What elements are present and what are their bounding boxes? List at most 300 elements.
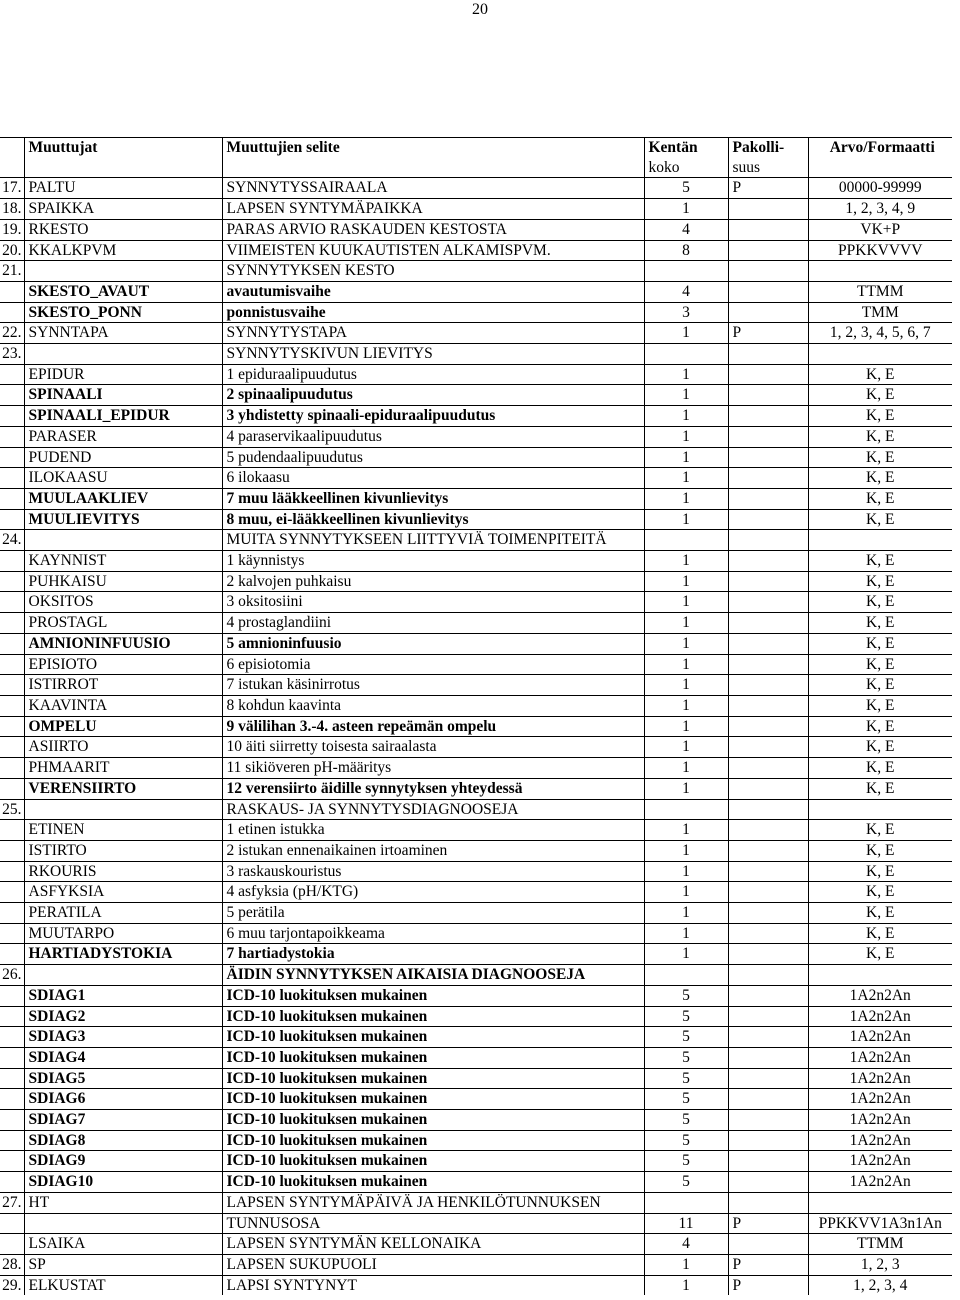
- field-size: 1: [644, 323, 728, 344]
- variable-description: ICD-10 luokituksen mukainen: [222, 1047, 644, 1068]
- variable-description: 3 yhdistetty spinaali-epiduraalipuudutus: [222, 406, 644, 427]
- table-row: [0, 219, 952, 240]
- value-format: K, E: [808, 633, 952, 654]
- row-number: [0, 1006, 24, 1027]
- field-size: 5: [644, 985, 728, 1006]
- value-format: K, E: [808, 364, 952, 385]
- value-format: 1A2n2An: [808, 1027, 952, 1048]
- mandatory-flag: [728, 985, 808, 1006]
- header-field-size-2: koko: [644, 158, 728, 178]
- variable-name: SDIAG6: [24, 1089, 222, 1110]
- field-size: 1: [644, 551, 728, 572]
- row-number: [0, 1089, 24, 1110]
- table-row: [0, 861, 952, 882]
- field-size: [644, 530, 728, 551]
- field-size: 1: [644, 716, 728, 737]
- value-format: K, E: [808, 716, 952, 737]
- variable-name: ILOKAASU: [24, 468, 222, 489]
- header-field-size-1: Kentän: [644, 138, 728, 158]
- mandatory-flag: [728, 675, 808, 696]
- mandatory-flag: [728, 1234, 808, 1255]
- mandatory-flag: [728, 1192, 808, 1213]
- field-size: 1: [644, 426, 728, 447]
- value-format: TTMM: [808, 281, 952, 302]
- variable-description: SYNNYTYSKIVUN LIEVITYS: [222, 344, 644, 365]
- variable-description: 1 epiduraalipuudutus: [222, 364, 644, 385]
- variable-description: 9 välilihan 3.-4. asteen repeämän ompelu: [222, 716, 644, 737]
- field-size: 1: [644, 820, 728, 841]
- variable-description: LAPSEN SUKUPUOLI: [222, 1254, 644, 1275]
- value-format: 1A2n2An: [808, 1130, 952, 1151]
- field-size: [644, 799, 728, 820]
- variable-name: SDIAG10: [24, 1172, 222, 1193]
- variable-name: [24, 965, 222, 986]
- row-number: [0, 654, 24, 675]
- row-number: [0, 426, 24, 447]
- row-number: [0, 385, 24, 406]
- value-format: TMM: [808, 302, 952, 323]
- value-format: [808, 965, 952, 986]
- value-format: 1, 2, 3, 4: [808, 1275, 952, 1295]
- variable-name: SDIAG8: [24, 1130, 222, 1151]
- row-number: [0, 592, 24, 613]
- table-row: [0, 551, 952, 572]
- mandatory-flag: [728, 861, 808, 882]
- variable-description: SYNNYTYSSAIRAALA: [222, 178, 644, 199]
- mandatory-flag: [728, 758, 808, 779]
- variable-description: avautumisvaihe: [222, 281, 644, 302]
- value-format: K, E: [808, 592, 952, 613]
- value-format: K, E: [808, 903, 952, 924]
- variable-description: ICD-10 luokituksen mukainen: [222, 1130, 644, 1151]
- row-number: 18.: [0, 199, 24, 220]
- variable-name: EPISIOTO: [24, 654, 222, 675]
- value-format: K, E: [808, 944, 952, 965]
- table-row: [0, 1213, 952, 1234]
- table-row: [0, 344, 952, 365]
- variable-name: SDIAG1: [24, 985, 222, 1006]
- field-size: [644, 261, 728, 282]
- mandatory-flag: [728, 364, 808, 385]
- variable-description: 4 paraservikaalipuudutus: [222, 426, 644, 447]
- table-row: [0, 882, 952, 903]
- variable-name: ETINEN: [24, 820, 222, 841]
- table-row: [0, 199, 952, 220]
- field-size: 1: [644, 903, 728, 924]
- field-size: 11: [644, 1213, 728, 1234]
- row-number: 17.: [0, 178, 24, 199]
- field-size: 1: [644, 509, 728, 530]
- row-number: [0, 695, 24, 716]
- row-number: [0, 758, 24, 779]
- mandatory-flag: [728, 965, 808, 986]
- variable-description: 6 episiotomia: [222, 654, 644, 675]
- header-blank-2: [222, 158, 644, 178]
- field-size: 1: [644, 675, 728, 696]
- mandatory-flag: [728, 426, 808, 447]
- mandatory-flag: [728, 1006, 808, 1027]
- table-row: [0, 799, 952, 820]
- mandatory-flag: [728, 1068, 808, 1089]
- table-row: [0, 406, 952, 427]
- value-format: K, E: [808, 675, 952, 696]
- value-format: PPKKVV1A3n1An: [808, 1213, 952, 1234]
- variable-table: [0, 137, 952, 1295]
- row-number: [0, 364, 24, 385]
- table-row: [0, 592, 952, 613]
- row-number: [0, 737, 24, 758]
- variable-name: SDIAG3: [24, 1027, 222, 1048]
- value-format: K, E: [808, 447, 952, 468]
- variable-name: ISTIRTO: [24, 840, 222, 861]
- mandatory-flag: P: [728, 323, 808, 344]
- mandatory-flag: [728, 240, 808, 261]
- header-num-cell-2: [0, 158, 24, 178]
- variable-name: SDIAG7: [24, 1110, 222, 1131]
- field-size: 1: [644, 923, 728, 944]
- field-size: 1: [644, 1275, 728, 1295]
- table-row: [0, 240, 952, 261]
- value-format: K, E: [808, 840, 952, 861]
- variable-name: EPIDUR: [24, 364, 222, 385]
- mandatory-flag: [728, 654, 808, 675]
- table-row: [0, 944, 952, 965]
- table-row: [0, 1068, 952, 1089]
- table-row: [0, 1192, 952, 1213]
- variable-description: 10 äiti siirretty toisesta sairaalasta: [222, 737, 644, 758]
- variable-description: 7 hartiadystokia: [222, 944, 644, 965]
- variable-description: RASKAUS- JA SYNNYTYSDIAGNOOSEJA: [222, 799, 644, 820]
- value-format: VK+P: [808, 219, 952, 240]
- mandatory-flag: [728, 903, 808, 924]
- table-row: [0, 965, 952, 986]
- variable-name: ASIIRTO: [24, 737, 222, 758]
- mandatory-flag: [728, 820, 808, 841]
- variable-name: MUULIEVITYS: [24, 509, 222, 530]
- mandatory-flag: [728, 737, 808, 758]
- value-format: 1A2n2An: [808, 985, 952, 1006]
- value-format: K, E: [808, 613, 952, 634]
- variable-description: 5 perätila: [222, 903, 644, 924]
- mandatory-flag: [728, 447, 808, 468]
- table-row: [0, 1027, 952, 1048]
- value-format: K, E: [808, 778, 952, 799]
- variable-description: VIIMEISTEN KUUKAUTISTEN ALKAMISPVM.: [222, 240, 644, 261]
- value-format: [808, 1192, 952, 1213]
- value-format: [808, 799, 952, 820]
- row-number: [0, 903, 24, 924]
- mandatory-flag: [728, 840, 808, 861]
- field-size: 5: [644, 1130, 728, 1151]
- table-row: [0, 675, 952, 696]
- row-number: [0, 447, 24, 468]
- row-number: [0, 1130, 24, 1151]
- row-number: [0, 1027, 24, 1048]
- mandatory-flag: [728, 509, 808, 530]
- mandatory-flag: [728, 281, 808, 302]
- row-number: [0, 468, 24, 489]
- row-number: [0, 406, 24, 427]
- variable-description: 8 kohdun kaavinta: [222, 695, 644, 716]
- header-blank-5: [808, 158, 952, 178]
- table-row: [0, 426, 952, 447]
- mandatory-flag: [728, 302, 808, 323]
- field-size: 1: [644, 364, 728, 385]
- variable-name: ASFYKSIA: [24, 882, 222, 903]
- field-size: 1: [644, 840, 728, 861]
- variable-description: 5 pudendaalipuudutus: [222, 447, 644, 468]
- row-number: [0, 281, 24, 302]
- value-format: 1, 2, 3: [808, 1254, 952, 1275]
- variable-description: ICD-10 luokituksen mukainen: [222, 1151, 644, 1172]
- variable-description: 6 ilokaasu: [222, 468, 644, 489]
- variable-name: HARTIADYSTOKIA: [24, 944, 222, 965]
- row-number: 23.: [0, 344, 24, 365]
- mandatory-flag: [728, 1089, 808, 1110]
- table-header-row-2: [0, 158, 952, 178]
- table-row: [0, 695, 952, 716]
- table-row: [0, 716, 952, 737]
- field-size: 5: [644, 1006, 728, 1027]
- value-format: K, E: [808, 426, 952, 447]
- table-row: [0, 758, 952, 779]
- mandatory-flag: [728, 1151, 808, 1172]
- table-row: [0, 613, 952, 634]
- field-size: 1: [644, 447, 728, 468]
- variable-name: KAYNNIST: [24, 551, 222, 572]
- table-row: [0, 633, 952, 654]
- mandatory-flag: [728, 385, 808, 406]
- variable-name: PARASER: [24, 426, 222, 447]
- variable-name: SKESTO_AVAUT: [24, 281, 222, 302]
- mandatory-flag: [728, 530, 808, 551]
- variable-name: PALTU: [24, 178, 222, 199]
- field-size: [644, 965, 728, 986]
- variable-description: LAPSEN SYNTYMÄPÄIVÄ JA HENKILÖTUNNUKSEN: [222, 1192, 644, 1213]
- row-number: 27.: [0, 1192, 24, 1213]
- variable-description: SYNNYTYKSEN KESTO: [222, 261, 644, 282]
- header-mandatory-1: Pakolli-: [728, 138, 808, 158]
- field-size: 8: [644, 240, 728, 261]
- field-size: 5: [644, 1089, 728, 1110]
- variable-description: LAPSEN SYNTYMÄPAIKKA: [222, 199, 644, 220]
- field-size: 1: [644, 695, 728, 716]
- mandatory-flag: P: [728, 1254, 808, 1275]
- value-format: K, E: [808, 758, 952, 779]
- variable-name: KKALKPVM: [24, 240, 222, 261]
- mandatory-flag: [728, 344, 808, 365]
- table-row: [0, 178, 952, 199]
- header-descriptions: Muuttujien selite: [222, 138, 644, 158]
- table-row: [0, 985, 952, 1006]
- variable-description: ICD-10 luokituksen mukainen: [222, 1006, 644, 1027]
- mandatory-flag: [728, 716, 808, 737]
- row-number: [0, 613, 24, 634]
- field-size: 1: [644, 613, 728, 634]
- value-format: 1A2n2An: [808, 1006, 952, 1027]
- mandatory-flag: [728, 592, 808, 613]
- table-row: [0, 1151, 952, 1172]
- mandatory-flag: [728, 488, 808, 509]
- table-row: [0, 468, 952, 489]
- value-format: K, E: [808, 861, 952, 882]
- table-row: [0, 1047, 952, 1068]
- value-format: 1A2n2An: [808, 1110, 952, 1131]
- variable-name: SPINAALI: [24, 385, 222, 406]
- variable-name: PUHKAISU: [24, 571, 222, 592]
- value-format: 00000-99999: [808, 178, 952, 199]
- header-value-format: Arvo/Formaatti: [808, 138, 952, 158]
- value-format: K, E: [808, 509, 952, 530]
- table-row: [0, 1006, 952, 1027]
- table-row: [0, 530, 952, 551]
- variable-name: SDIAG2: [24, 1006, 222, 1027]
- variable-name: [24, 1213, 222, 1234]
- field-size: 1: [644, 571, 728, 592]
- row-number: 29.: [0, 1275, 24, 1295]
- row-number: 28.: [0, 1254, 24, 1275]
- variable-name: KAAVINTA: [24, 695, 222, 716]
- table-row: [0, 509, 952, 530]
- variable-description: 2 istukan ennenaikainen irtoaminen: [222, 840, 644, 861]
- variable-description: 3 raskauskouristus: [222, 861, 644, 882]
- field-size: 1: [644, 882, 728, 903]
- value-format: K, E: [808, 488, 952, 509]
- variable-name: ISTIRROT: [24, 675, 222, 696]
- variable-description: SYNNYTYSTAPA: [222, 323, 644, 344]
- value-format: K, E: [808, 923, 952, 944]
- variable-name: MUUTARPO: [24, 923, 222, 944]
- row-number: [0, 1068, 24, 1089]
- mandatory-flag: [728, 1047, 808, 1068]
- variable-description: ICD-10 luokituksen mukainen: [222, 1089, 644, 1110]
- mandatory-flag: [728, 551, 808, 572]
- value-format: K, E: [808, 468, 952, 489]
- variable-description: 3 oksitosiini: [222, 592, 644, 613]
- field-size: 1: [644, 944, 728, 965]
- variable-description: 5 amnioninfuusio: [222, 633, 644, 654]
- variable-name: PHMAARIT: [24, 758, 222, 779]
- row-number: [0, 923, 24, 944]
- mandatory-flag: P: [728, 178, 808, 199]
- row-number: 25.: [0, 799, 24, 820]
- table-row: [0, 1172, 952, 1193]
- value-format: 1A2n2An: [808, 1068, 952, 1089]
- mandatory-flag: [728, 1027, 808, 1048]
- variable-description: ICD-10 luokituksen mukainen: [222, 1068, 644, 1089]
- value-format: K, E: [808, 406, 952, 427]
- value-format: [808, 261, 952, 282]
- table-row: [0, 1110, 952, 1131]
- field-size: 1: [644, 633, 728, 654]
- field-size: 5: [644, 1068, 728, 1089]
- variable-description: 12 verensiirto äidille synnytyksen yhteydessä: [222, 778, 644, 799]
- variable-description: ICD-10 luokituksen mukainen: [222, 1172, 644, 1193]
- variable-name: HT: [24, 1192, 222, 1213]
- mandatory-flag: [728, 882, 808, 903]
- mandatory-flag: [728, 468, 808, 489]
- field-size: [644, 1192, 728, 1213]
- variable-description: 8 muu, ei-lääkkeellinen kivunlievitys: [222, 509, 644, 530]
- mandatory-flag: [728, 199, 808, 220]
- value-format: K, E: [808, 571, 952, 592]
- variable-description: MUITA SYNNYTYKSEEN LIITTYVIÄ TOIMENPITEITÄ: [222, 530, 644, 551]
- value-format: PPKKVVVV: [808, 240, 952, 261]
- variable-name: RKESTO: [24, 219, 222, 240]
- field-size: 1: [644, 654, 728, 675]
- field-size: 5: [644, 178, 728, 199]
- field-size: [644, 344, 728, 365]
- value-format: K, E: [808, 385, 952, 406]
- variable-name: SDIAG5: [24, 1068, 222, 1089]
- field-size: 5: [644, 1110, 728, 1131]
- row-number: [0, 1172, 24, 1193]
- table-row: [0, 323, 952, 344]
- row-number: 21.: [0, 261, 24, 282]
- value-format: K, E: [808, 737, 952, 758]
- table-row: [0, 903, 952, 924]
- mandatory-flag: [728, 695, 808, 716]
- variable-description: LAPSEN SYNTYMÄN KELLONAIKA: [222, 1234, 644, 1255]
- value-format: 1, 2, 3, 4, 9: [808, 199, 952, 220]
- variable-name: VERENSIIRTO: [24, 778, 222, 799]
- variable-name: OMPELU: [24, 716, 222, 737]
- variable-name: [24, 344, 222, 365]
- value-format: K, E: [808, 882, 952, 903]
- row-number: [0, 882, 24, 903]
- field-size: 1: [644, 488, 728, 509]
- mandatory-flag: P: [728, 1213, 808, 1234]
- variable-description: 1 etinen istukka: [222, 820, 644, 841]
- value-format: K, E: [808, 654, 952, 675]
- row-number: 26.: [0, 965, 24, 986]
- header-mandatory-2: suus: [728, 158, 808, 178]
- row-number: [0, 1234, 24, 1255]
- row-number: 24.: [0, 530, 24, 551]
- table-row: [0, 364, 952, 385]
- field-size: 5: [644, 1047, 728, 1068]
- table-row: [0, 385, 952, 406]
- field-size: 4: [644, 281, 728, 302]
- variable-name: ELKUSTAT: [24, 1275, 222, 1295]
- value-format: [808, 530, 952, 551]
- variable-description: ponnistusvaihe: [222, 302, 644, 323]
- field-size: 1: [644, 778, 728, 799]
- variable-name: SDIAG4: [24, 1047, 222, 1068]
- page-number: 20: [472, 1, 488, 18]
- variable-description: 2 spinaalipuudutus: [222, 385, 644, 406]
- variable-name: MUULAAKLIEV: [24, 488, 222, 509]
- mandatory-flag: [728, 1110, 808, 1131]
- value-format: K, E: [808, 820, 952, 841]
- mandatory-flag: [728, 633, 808, 654]
- mandatory-flag: P: [728, 1275, 808, 1295]
- field-size: 1: [644, 406, 728, 427]
- row-number: [0, 633, 24, 654]
- table-row: [0, 654, 952, 675]
- row-number: [0, 1151, 24, 1172]
- row-number: [0, 716, 24, 737]
- variable-description: 7 istukan käsinirrotus: [222, 675, 644, 696]
- mandatory-flag: [728, 923, 808, 944]
- row-number: [0, 944, 24, 965]
- mandatory-flag: [728, 261, 808, 282]
- field-size: 1: [644, 592, 728, 613]
- row-number: [0, 551, 24, 572]
- variable-description: ICD-10 luokituksen mukainen: [222, 985, 644, 1006]
- field-size: 4: [644, 1234, 728, 1255]
- variable-description: 2 kalvojen puhkaisu: [222, 571, 644, 592]
